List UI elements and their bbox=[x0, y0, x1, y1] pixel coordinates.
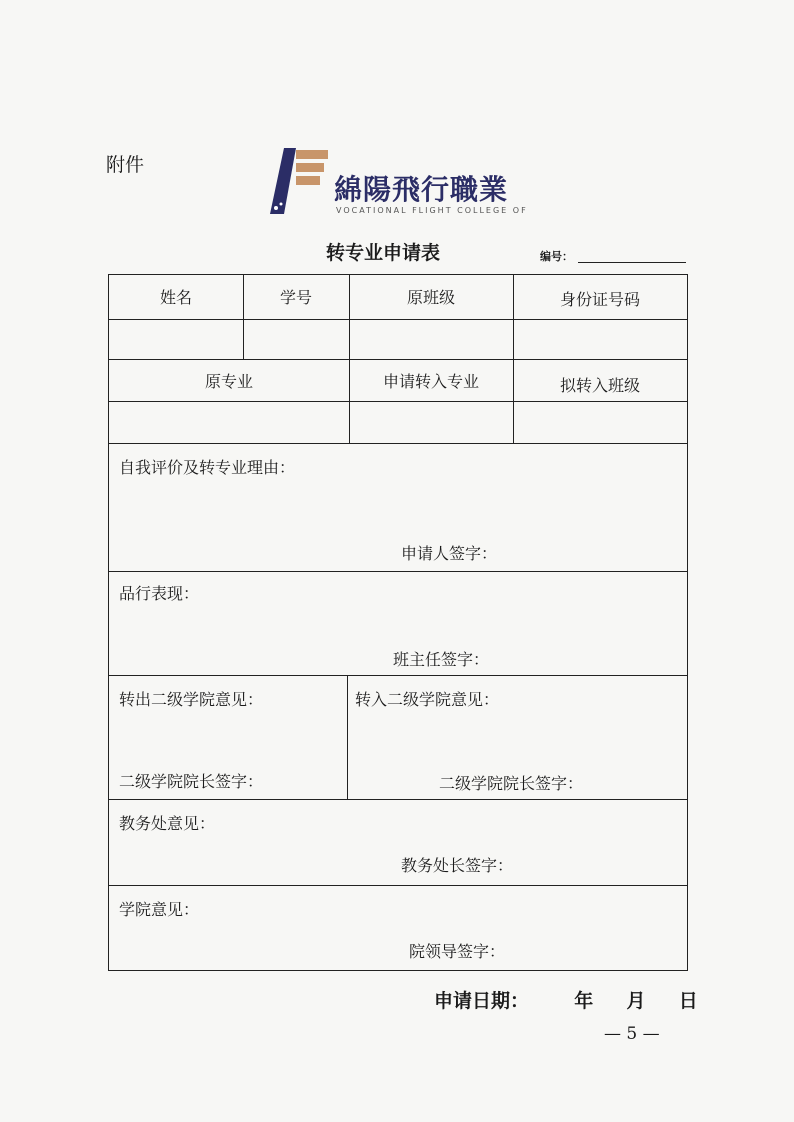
column-divider bbox=[347, 675, 348, 799]
head-teacher-signature-label: 班主任签字： bbox=[393, 650, 490, 669]
row-divider bbox=[109, 359, 687, 360]
id-number-field[interactable] bbox=[515, 321, 685, 357]
student-id-field[interactable] bbox=[245, 321, 347, 357]
application-date-label: 申请日期： bbox=[434, 990, 530, 1012]
logo-subtitle: VOCATIONAL FLIGHT COLLEGE OF bbox=[336, 206, 528, 215]
date-day: 日 bbox=[678, 990, 698, 1012]
header-original-major: 原专业 bbox=[204, 372, 253, 391]
conduct-label: 品行表现： bbox=[119, 584, 200, 603]
form-title: 转专业申请表 bbox=[326, 242, 441, 264]
row-divider bbox=[109, 401, 687, 402]
academic-affairs-opinion-label: 教务处意见： bbox=[119, 814, 216, 833]
page-number: — 5 — bbox=[604, 1024, 660, 1044]
original-major-field[interactable] bbox=[111, 403, 347, 441]
logo-mark-icon bbox=[262, 144, 332, 220]
row-divider bbox=[109, 319, 687, 320]
applicant-signature-label: 申请人签字： bbox=[401, 544, 498, 563]
attachment-label: 附件 bbox=[106, 154, 145, 176]
application-date bbox=[434, 986, 698, 1013]
target-major-field[interactable] bbox=[351, 403, 511, 441]
target-class-field[interactable] bbox=[515, 403, 685, 441]
header-name: 姓名 bbox=[159, 288, 192, 307]
row-divider bbox=[109, 799, 687, 800]
original-class-field[interactable] bbox=[351, 321, 511, 357]
logo-name: 綿陽飛行職業 bbox=[334, 173, 509, 206]
date-month: 月 bbox=[626, 990, 646, 1012]
row-divider bbox=[109, 675, 687, 676]
row-divider bbox=[109, 885, 687, 886]
serial-number-label: 编号： bbox=[540, 250, 573, 263]
college-logo bbox=[262, 144, 542, 220]
row-divider bbox=[109, 571, 687, 572]
self-evaluation-label: 自我评价及转专业理由： bbox=[119, 458, 296, 477]
transfer-out-dean-signature-label: 二级学院院长签字： bbox=[119, 772, 264, 791]
transfer-in-dean-signature-label: 二级学院院长签字： bbox=[439, 774, 584, 793]
transfer-out-college-opinion-label: 转出二级学院意见： bbox=[119, 690, 264, 709]
serial-number-field[interactable] bbox=[578, 262, 686, 263]
date-year: 年 bbox=[574, 990, 594, 1012]
college-opinion-label: 学院意见： bbox=[119, 900, 200, 919]
transfer-in-college-opinion-label: 转入二级学院意见： bbox=[355, 690, 500, 709]
header-student-id: 学号 bbox=[279, 288, 312, 307]
college-leader-signature-label: 院领导签字： bbox=[409, 942, 506, 961]
application-form-table bbox=[108, 274, 688, 971]
header-target-class: 拟转入班级 bbox=[559, 376, 640, 395]
name-field[interactable] bbox=[111, 321, 241, 357]
header-target-major: 申请转入专业 bbox=[382, 372, 479, 391]
header-id-number: 身份证号码 bbox=[559, 290, 640, 309]
header-original-class: 原班级 bbox=[406, 288, 455, 307]
academic-affairs-signature-label: 教务处长签字： bbox=[401, 856, 514, 875]
row-divider bbox=[109, 443, 687, 444]
